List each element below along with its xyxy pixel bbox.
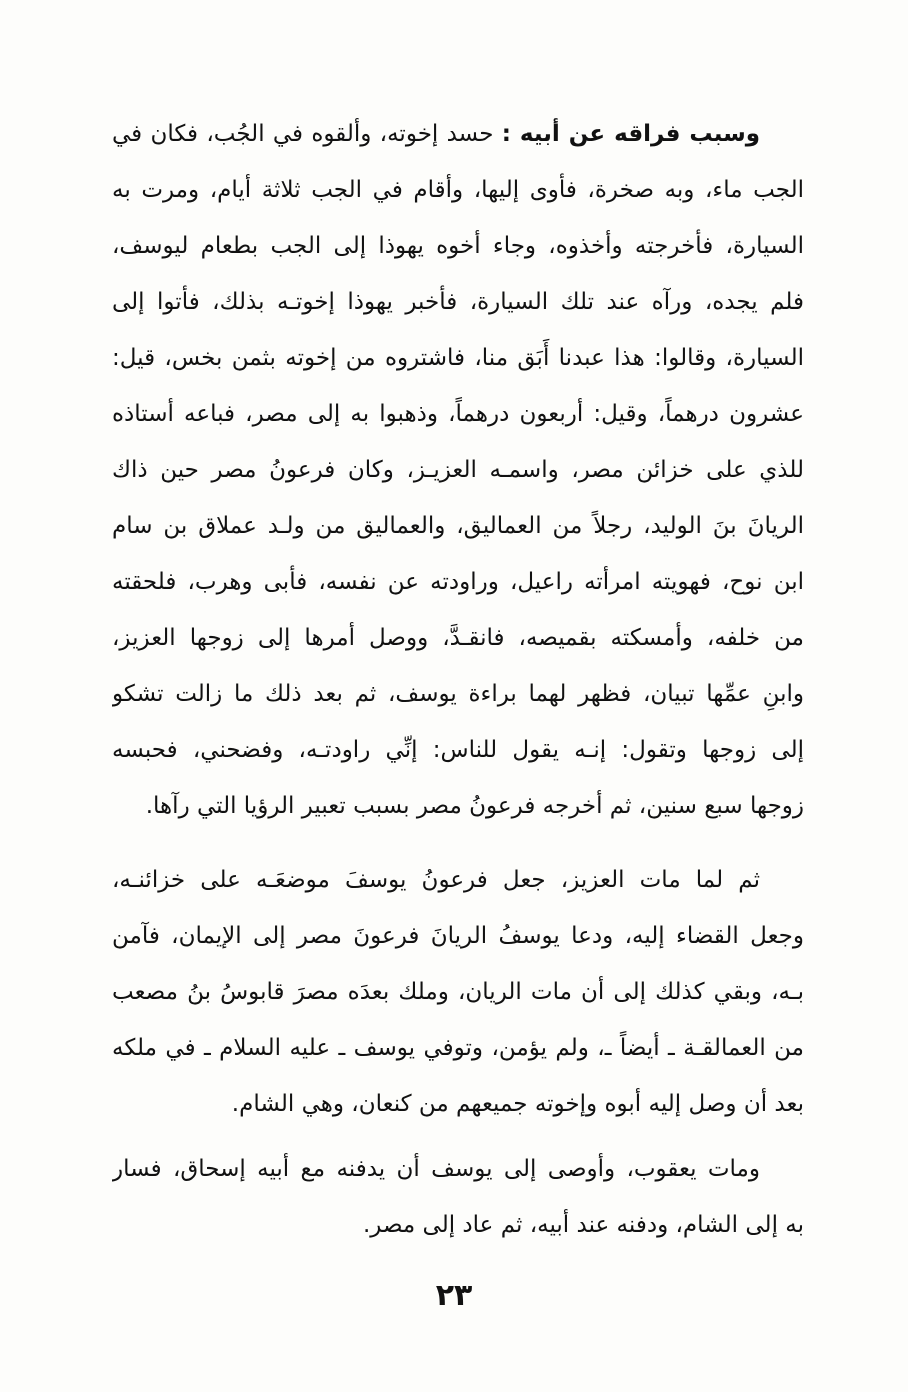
text-line: الريانَ بنَ الوليد، رجلاً من العماليق، والعماليق من ولـد عملاق بن سام — [112, 513, 804, 539]
text-line: وجعل القضاء إليه، ودعا يوسفُ الريانَ فرعونَ مصر إلى الإيمان، فآمن — [112, 923, 804, 949]
text-line: فلم يجده، ورآه عند تلك السيارة، فأخبر يهوذا إخوتـه بذلك، فأتوا إلى — [112, 289, 804, 315]
text-line: عشرون درهماً، وقيل: أربعون درهماً، وذهبوا به إلى مصر، فباعه أستاذه — [112, 401, 804, 427]
text-line: بعد أن وصل إليه أبوه وإخوته جميعهم من كنعان، وهي الشام. — [231, 1091, 804, 1117]
paragraph-death-of-jacob — [112, 1141, 804, 1253]
bold-lead-phrase: وسبب فراقه عن أبيه : — [501, 121, 761, 147]
text-line: الجب ماء، وبه صخرة، فأوى إليها، وأقام في الجب ثلاثة أيام، ومرت به — [112, 177, 804, 203]
text-line: به إلى الشام، ودفنه عند أبيه، ثم عاد إلى مصر. — [362, 1212, 804, 1238]
text-line: ثم لما مات العزيز، جعل فرعونُ يوسفَ موضعَـه على خزائنـه، — [112, 867, 760, 893]
text-line: ابن نوح، فهويته امرأته راعيل، وراودته عن نفسه، فأبى وهرب، فلحقته — [112, 569, 804, 595]
text-line: للذي على خزائن مصر، واسمـه العزيـز، وكان فرعونُ مصر حين ذاك — [112, 457, 804, 483]
text-line: السيارة، فأخرجته وأخذوه، وجاء أخوه يهوذا إلى الجب بطعام ليوسف، — [112, 233, 804, 259]
text-line: إلى زوجها وتقول: إنـه يقول للناس: إنِّي راودتـه، وفضحني، فحبسه — [112, 737, 804, 763]
paragraph-death-of-aziz — [112, 852, 804, 1132]
paragraph-joseph-separation — [112, 106, 804, 834]
line-text: حسد إخوته، وألقوه في الجُب، فكان في — [112, 121, 494, 147]
text-line: زوجها سبع سنين، ثم أخرجه فرعونُ مصر بسبب تعبير الرؤيا التي رآها. — [145, 793, 804, 819]
text-line: بـه، وبقي كذلك إلى أن مات الريان، وملك بعدَه مصرَ قابوسُ بنُ مصعب — [112, 979, 804, 1005]
text-line — [112, 106, 804, 162]
text-line: من خلفه، وأمسكته بقميصه، فانقـدَّ، ووصل أمرها إلى زوجها العزيز، — [112, 625, 804, 651]
page-number: ٢٣ — [435, 1278, 473, 1313]
text-line: وابنِ عمِّها تبيان، فظهر لهما براءة يوسف، ثم بعد ذلك ما زالت تشكو — [112, 681, 804, 707]
text-line: من العمالقـة ـ أيضاً ـ، ولم يؤمن، وتوفي يوسف ـ عليه السلام ـ في ملكه — [112, 1035, 804, 1061]
text-line: ومات يعقوب، وأوصى إلى يوسف أن يدفنه مع أبيه إسحاق، فسار — [112, 1156, 760, 1182]
text-line: السيارة، وقالوا: هذا عبدنا أَبَق منا، فاشتروه من إخوته بثمن بخس، قيل: — [112, 345, 804, 371]
